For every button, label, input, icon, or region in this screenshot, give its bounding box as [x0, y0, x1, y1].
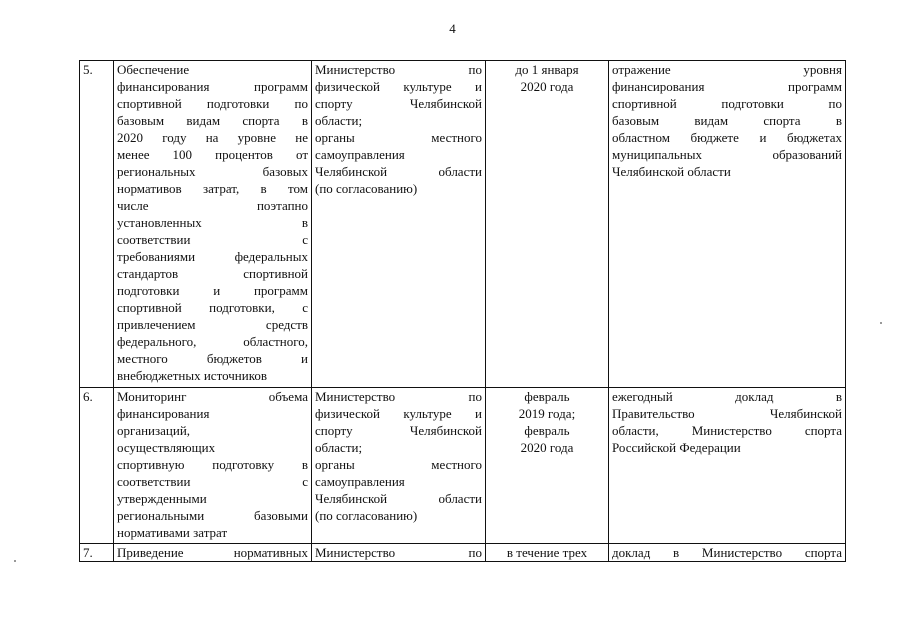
- table-row: [80, 388, 846, 544]
- measure-line: финансирования программ: [117, 79, 308, 94]
- measure-line: установленных в: [117, 215, 308, 230]
- row-number: 7.: [80, 544, 114, 562]
- measure-line: Обеспечение: [117, 62, 190, 77]
- measure-line: менее 100 процентов от: [117, 147, 308, 162]
- measure-line: региональными базовыми: [117, 508, 308, 523]
- result-cell: [609, 61, 846, 388]
- measure-line: стандартов спортивной: [117, 266, 308, 281]
- result-line: ежегодный доклад в: [612, 389, 842, 404]
- executor-line: (по согласованию): [315, 181, 418, 196]
- measure-line: подготовки и программ: [117, 283, 308, 298]
- deadline-line: до 1 января: [515, 62, 579, 77]
- measure-line: спортивную подготовку в: [117, 457, 308, 472]
- measure-line: требованиями федеральных: [117, 249, 308, 264]
- measure-line: Мониторинг объема: [117, 389, 308, 404]
- result-line: доклад в Министерство спорта: [612, 545, 842, 560]
- measure-line: привлечением средств: [117, 317, 308, 332]
- executor-line: Министерство по: [315, 545, 482, 560]
- scan-speck: [14, 560, 16, 562]
- executor-line: области;: [315, 113, 363, 128]
- executor-line: органы местного: [315, 457, 482, 472]
- result-line: Челябинской области: [612, 164, 731, 179]
- measure-cell: [114, 544, 312, 562]
- executor-line: Министерство по: [315, 389, 482, 404]
- executor-cell: [312, 61, 486, 388]
- executor-line: Челябинской области: [315, 164, 482, 179]
- result-cell: [609, 388, 846, 544]
- deadline-cell: [486, 61, 609, 388]
- executor-line: самоуправления: [315, 474, 405, 489]
- measure-line: региональных базовых: [117, 164, 308, 179]
- measures-table: [79, 60, 846, 562]
- result-line: областном бюджете и бюджетах: [612, 130, 842, 145]
- result-line: спортивной подготовки по: [612, 96, 842, 111]
- deadline-line: 2020 года: [520, 440, 574, 455]
- result-line: отражение уровня: [612, 62, 842, 77]
- measure-line: соответствии с: [117, 232, 308, 247]
- measure-cell: [114, 388, 312, 544]
- measure-line: базовым видам спорта в: [117, 113, 308, 128]
- measure-line: утвержденными: [117, 491, 207, 506]
- deadline-line: 2020 года: [520, 79, 574, 94]
- measure-line: спортивной подготовки по: [117, 96, 308, 111]
- executor-line: спорту Челябинской: [315, 96, 482, 111]
- measure-line: соответствии с: [117, 474, 308, 489]
- executor-line: органы местного: [315, 130, 482, 145]
- result-line: муниципальных образований: [612, 147, 842, 162]
- executor-line: физической культуре и: [315, 79, 482, 94]
- page-number: 4: [449, 21, 456, 36]
- measure-line: нормативами затрат: [117, 525, 228, 540]
- measures-table-body: [80, 61, 846, 562]
- deadline-line: февраль: [524, 389, 570, 404]
- result-cell: [609, 544, 846, 562]
- result-line: области, Министерство спорта: [612, 423, 842, 438]
- measure-cell: [114, 61, 312, 388]
- executor-line: (по согласованию): [315, 508, 418, 523]
- executor-cell: [312, 544, 486, 562]
- table-row: [80, 61, 846, 388]
- result-line: финансирования программ: [612, 79, 842, 94]
- measure-line: числе поэтапно: [117, 198, 308, 213]
- deadline-cell: [486, 544, 609, 562]
- measure-line: осуществляющих: [117, 440, 216, 455]
- deadline-line: 2019 года;: [518, 406, 576, 421]
- measure-line: финансирования: [117, 406, 210, 421]
- measure-line: спортивной подготовки, с: [117, 300, 308, 315]
- executor-line: спорту Челябинской: [315, 423, 482, 438]
- measure-line: местного бюджетов и: [117, 351, 308, 366]
- deadline-line: февраль: [524, 423, 570, 438]
- row-number: 5.: [80, 61, 114, 388]
- executor-line: Министерство по: [315, 62, 482, 77]
- executor-line: области;: [315, 440, 363, 455]
- result-line: Российской Федерации: [612, 440, 741, 455]
- measure-line: 2020 году на уровне не: [117, 130, 308, 145]
- deadline-line: в течение трех: [506, 545, 588, 560]
- measure-line: внебюджетных источников: [117, 368, 267, 383]
- executor-line: самоуправления: [315, 147, 405, 162]
- result-line: Правительство Челябинской: [612, 406, 842, 421]
- executor-cell: [312, 388, 486, 544]
- measure-line: организаций,: [117, 423, 191, 438]
- table-row: [80, 544, 846, 562]
- deadline-cell: [486, 388, 609, 544]
- executor-line: Челябинской области: [315, 491, 482, 506]
- row-number: 6.: [80, 388, 114, 544]
- result-line: базовым видам спорта в: [612, 113, 842, 128]
- measure-line: нормативов затрат, в том: [117, 181, 308, 196]
- executor-line: физической культуре и: [315, 406, 482, 421]
- scan-speck: [880, 322, 882, 324]
- measure-line: федерального, областного,: [117, 334, 308, 349]
- measure-line: Приведение нормативных: [117, 545, 308, 560]
